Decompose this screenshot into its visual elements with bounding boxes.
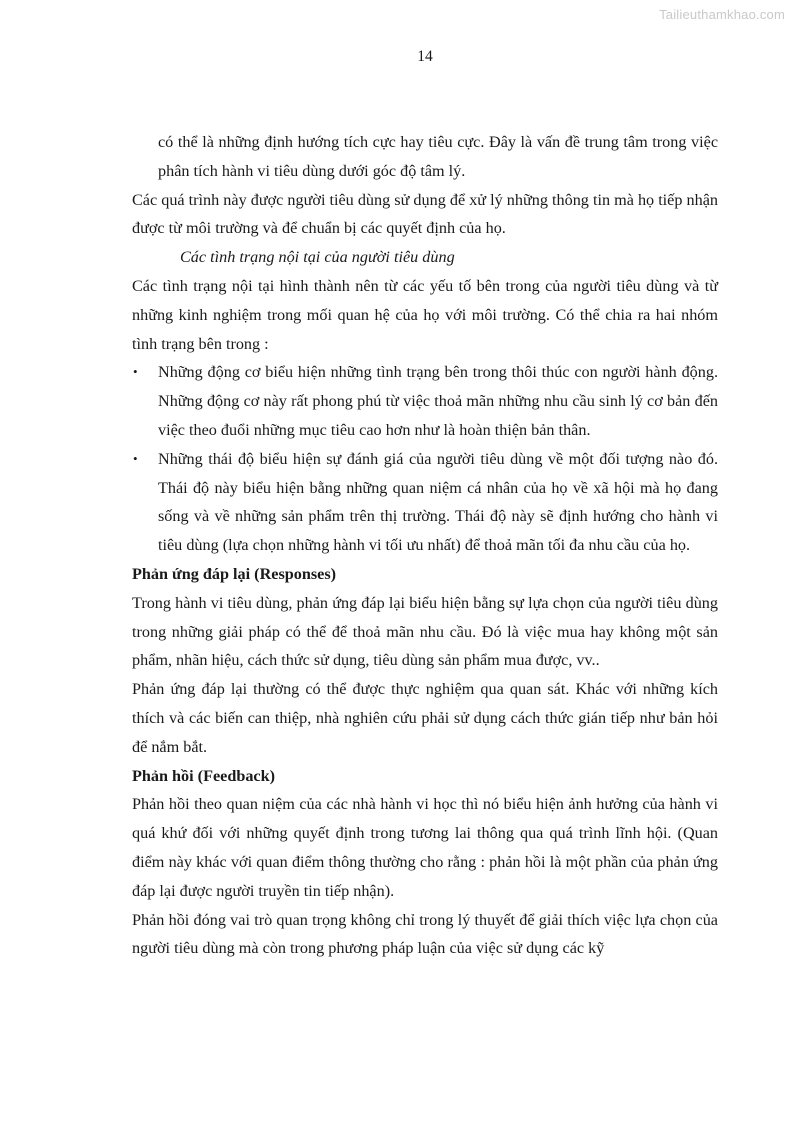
paragraph-responses-observation: Phản ứng đáp lại thường có thể được thực nghiệm qua quan sát. Khác với những kích thích và các biến can thiệp, nhà nghiên cứu phải sử dụng cách thức gián tiếp như bản hỏi để nắm bắt. xyxy=(132,680,718,756)
list-item xyxy=(132,358,718,444)
page-number: 14 xyxy=(417,48,433,65)
list-item xyxy=(132,445,718,560)
paragraph-processes: Các quá trình này được người tiêu dùng sử dụng để xử lý những thông tin mà họ tiếp nhận được từ môi trường và để chuẩn bị các quyết định của họ. xyxy=(132,190,718,238)
paragraph-responses: Trong hành vi tiêu dùng, phản ứng đáp lại biểu hiện bằng sự lựa chọn của người tiêu dùng trong những giải pháp có thể để thoả mãn nhu cầu. Đó là việc mua hay không một sản phẩm, nhãn hiệu, cách thức sử dụng, tiêu dùng sản phẩm mua được, vv.. xyxy=(132,593,718,670)
heading-responses: Phản ứng đáp lại (Responses) xyxy=(132,564,337,583)
paragraph-feedback: Phản hồi theo quan niệm của các nhà hành vi học thì nó biểu hiện ảnh hưởng của hành vi quá khứ đối với những quyết định trong tương lai thông qua quá trình lĩnh hội. (Quan điểm này khác với quan điểm thông thường cho rằng : phản hồi là một phần của phản ứng đáp lại được người truyền tin tiếp nhận). xyxy=(132,795,718,900)
watermark: Tailieuthamkhao.com xyxy=(659,7,785,22)
paragraph-internal-states: Các tình trạng nội tại hình thành nên từ các yếu tố bên trong của người tiêu dùng và từ những kinh nghiệm trong mối quan hệ của họ với môi trường. Có thể chia ra hai nhóm tình trạng bên trong : xyxy=(132,276,718,353)
heading-feedback: Phản hồi (Feedback) xyxy=(132,766,276,785)
bullet-icon: • xyxy=(133,450,138,466)
list-item-text: Những động cơ biểu hiện những tình trạng bên trong thôi thúc con người hành động. Những động cơ này rất phong phú từ việc thoả mãn những nhu cầu sinh lý cơ bản đến việc theo đuổi những mục tiêu cao hơn như là hoàn thiện bản thân. xyxy=(158,363,718,439)
subheading-internal-states: Các tình trạng nội tại của người tiêu dùng xyxy=(180,248,455,267)
page-body xyxy=(132,128,718,963)
bullet-icon: • xyxy=(133,364,138,380)
bullet-list xyxy=(132,358,718,560)
paragraph-feedback-role: Phản hồi đóng vai trò quan trọng không chỉ trong lý thuyết để giải thích việc lựa chọn của người tiêu dùng mà còn trong phương pháp luận của việc sử dụng các kỹ xyxy=(132,910,718,958)
list-item-text: Những thái độ biểu hiện sự đánh giá của người tiêu dùng về một đối tượng nào đó. Thái độ này biểu hiện bằng những quan niệm cá nhân của họ về xã hội mà họ đang sống và về những sản phẩm trên thị trường. Thái độ này sẽ định hướng cho hành vi tiêu dùng (lựa chọn những hành vi tối ưu nhất) để thoả mãn tối đa nhu cầu của họ. xyxy=(158,449,718,555)
paragraph-continuation: có thể là những định hướng tích cực hay tiêu cực. Đây là vấn đề trung tâm trong việc phân tích hành vi tiêu dùng dưới góc độ tâm lý. xyxy=(158,133,718,180)
